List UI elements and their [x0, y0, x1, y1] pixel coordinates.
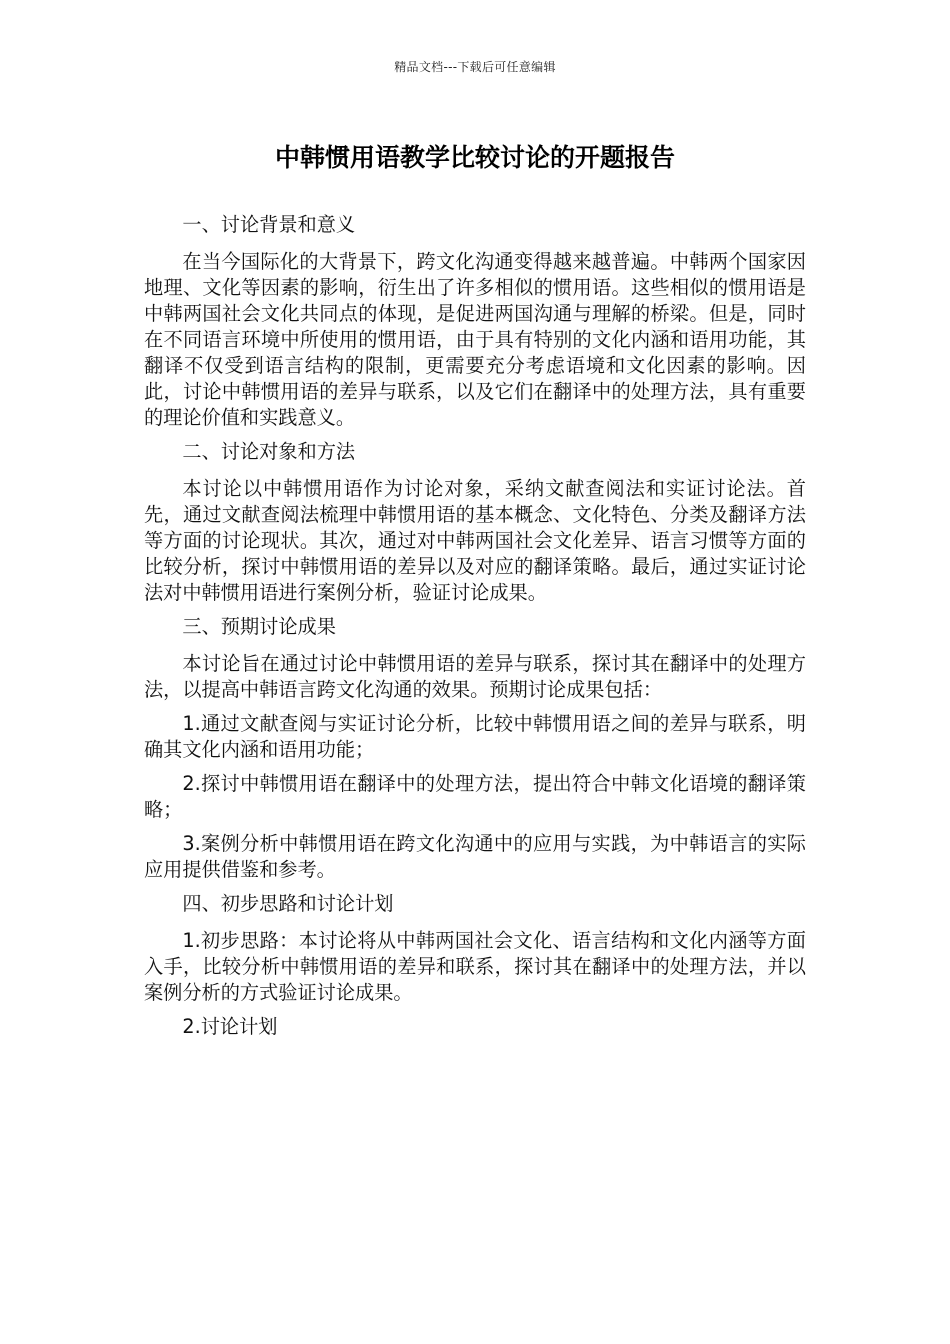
- paragraph-method: 本讨论以中韩惯用语作为讨论对象，采纳文献查阅法和实证讨论法。首先，通过文献查阅法梳理中韩惯用语的基本概念、文化特色、分类及翻译方法等方面的讨论现状。其次，通过对中韩两国社会文化差异、语言习惯等方面的比较分析，探讨中韩惯用语的差异以及对应的翻译策略。最后，通过实证讨论法对中韩惯用语进行案例分析，验证讨论成果。: [144, 477, 806, 604]
- document-title: 中韩惯用语教学比较讨论的开题报告: [274, 143, 675, 172]
- list-item-result-3: 3.案例分析中韩惯用语在跨文化沟通中的应用与实践，为中韩语言的实际应用提供借鉴和参考。: [144, 832, 806, 881]
- list-item-plan-2: 2.讨论计划: [182, 1015, 278, 1038]
- paragraph-expected-results: 本讨论旨在通过讨论中韩惯用语的差异与联系，探讨其在翻译中的处理方法，以提高中韩语言跨文化沟通的效果。预期讨论成果包括：: [144, 652, 806, 701]
- section-heading-method: 二、讨论对象和方法: [182, 440, 356, 463]
- section-heading-plan: 四、初步思路和讨论计划: [182, 892, 394, 915]
- paragraph-background: 在当今国际化的大背景下，跨文化沟通变得越来越普遍。中韩两个国家因地理、文化等因素的影响，衍生出了许多相似的惯用语。这些相似的惯用语是中韩两国社会文化共同点的体现，是促进两国沟通与理解的桥梁。但是，同时在不同语言环境中所使用的惯用语，由于具有特别的文化内涵和语用功能，其翻译不仅受到语言结构的限制，更需要充分考虑语境和文化因素的影响。因此，讨论中韩惯用语的差异与联系，以及它们在翻译中的处理方法，具有重要的理论价值和实践意义。: [144, 250, 806, 429]
- page-watermark: 精品文档---下载后可任意编辑: [394, 60, 556, 74]
- list-item-plan-1: 1.初步思路：本讨论将从中韩两国社会文化、语言结构和文化内涵等方面入手，比较分析中韩惯用语的差异和联系，探讨其在翻译中的处理方法，并以案例分析的方式验证讨论成果。: [144, 929, 806, 1004]
- document-body: [144, 212, 806, 1048]
- section-heading-expected-results: 三、预期讨论成果: [182, 615, 336, 638]
- list-item-result-1: 1.通过文献查阅与实证讨论分析，比较中韩惯用语之间的差异与联系，明确其文化内涵和语用功能；: [144, 712, 806, 761]
- section-heading-background: 一、讨论背景和意义: [182, 213, 356, 236]
- list-item-result-2: 2.探讨中韩惯用语在翻译中的处理方法，提出符合中韩文化语境的翻译策略；: [144, 772, 806, 821]
